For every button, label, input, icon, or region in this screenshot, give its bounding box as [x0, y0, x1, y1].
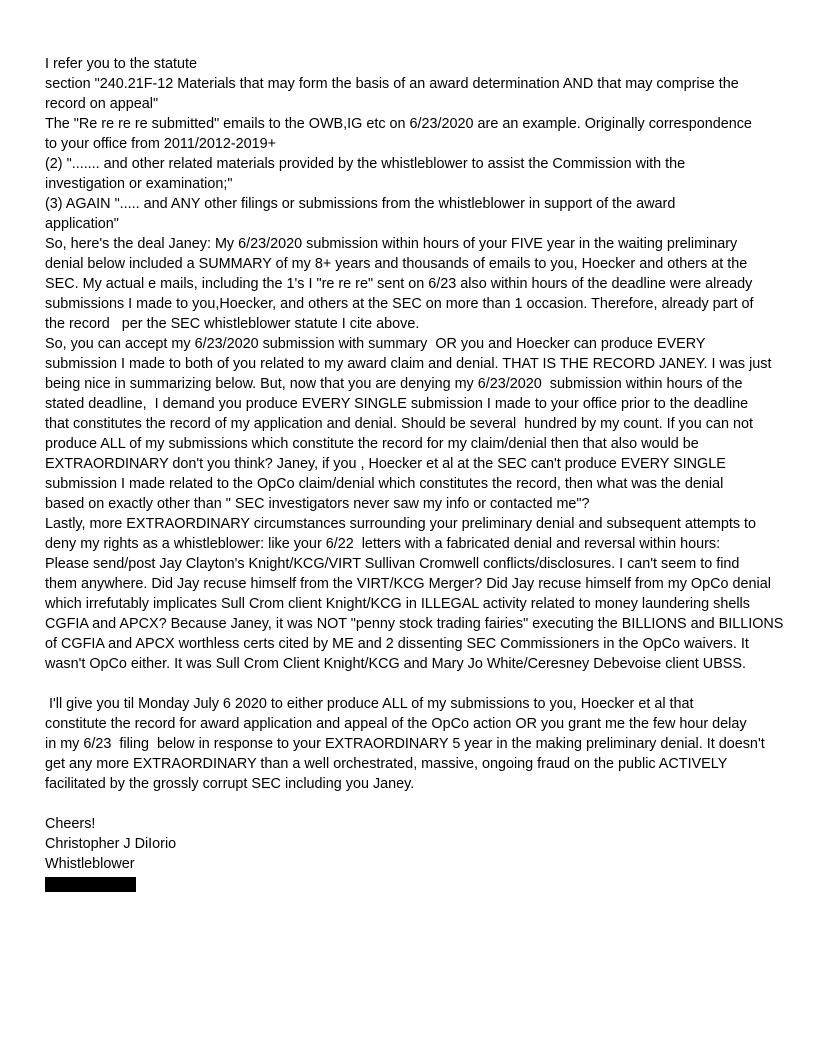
text-line: which irrefutably implicates Sull Crom client Knight/KCG in ILLEGAL activity related to money laundering shells: [45, 596, 750, 612]
signature-name: Christopher J DiIorio: [45, 836, 177, 852]
text-line: them anywhere. Did Jay recuse himself from the VIRT/KCG Merger? Did Jay recuse himself from my OpCo denial: [45, 576, 771, 592]
text-line: produce ALL of my submissions which constitute the record for my claim/denial then that also would be: [45, 436, 699, 452]
text-line: denial below included a SUMMARY of my 8+ years and thousands of emails to you, Hoecker and others at the: [45, 256, 748, 272]
text-line: So, here's the deal Janey: My 6/23/2020 submission within hours of your FIVE year in the waiting preliminary: [45, 236, 738, 252]
text-line: get any more EXTRAORDINARY than a well orchestrated, massive, ongoing fraud on the public ACTIVELY: [45, 756, 728, 772]
text-line: Please send/post Jay Clayton's Knight/KCG/VIRT Sullivan Cromwell conflicts/disclosures. I can't seem to find: [45, 556, 740, 572]
text-line: submission I made to both of you related to my award claim and denial. THAT IS THE RECORD JANEY. I was just: [45, 356, 772, 372]
email-body: [45, 54, 785, 892]
text-line: EXTRAORDINARY don't you think? Janey, if you , Hoecker et al at the SEC can't produce EVERY SINGLE: [45, 456, 726, 472]
text-line: SEC. My actual e mails, including the 1's I "re re re" sent on 6/23 also within hours of the deadline were already: [45, 276, 753, 292]
text-line: based on exactly other than " SEC investigators never saw my info or contacted me"?: [45, 496, 590, 512]
redaction-bar: [45, 877, 136, 892]
text-line: stated deadline, I demand you produce EVERY SINGLE submission I made to your office prior to the deadline: [45, 396, 749, 412]
text-line: to your office from 2011/2012-2019+: [45, 136, 277, 152]
text-line: facilitated by the grossly corrupt SEC including you Janey.: [45, 776, 415, 792]
text-line: wasn't OpCo either. It was Sull Crom Client Knight/KCG and Mary Jo White/Ceresney Debevoise client UBSS.: [45, 656, 746, 672]
text-line: So, you can accept my 6/23/2020 submission with summary OR you and Hoecker can produce EVERY: [45, 336, 706, 352]
signoff: Cheers!: [45, 816, 96, 832]
text-line: (2) "....... and other related materials provided by the whistleblower to assist the Commission with the: [45, 156, 686, 172]
text-line: submission I made related to the OpCo claim/denial which constitutes the record, then what was the denial: [45, 476, 724, 492]
text-line: constitute the record for award application and appeal of the OpCo action OR you grant me the few hour delay: [45, 716, 747, 732]
paragraph-spacer: [45, 674, 785, 694]
text-line: (3) AGAIN "..... and ANY other filings or submissions from the whistleblower in support of the award: [45, 196, 676, 212]
text-line: I refer you to the statute: [45, 56, 197, 72]
text-line: submissions I made to you,Hoecker, and others at the SEC on more than 1 occasion. Therefore, already part of: [45, 296, 754, 312]
text-line: that constitutes the record of my application and denial. Should be several hundred by my count. If you can not: [45, 416, 753, 432]
text-line: CGFIA and APCX? Because Janey, it was NOT "penny stock trading fairies" executing the BILLIONS and BILLIONS: [45, 616, 784, 632]
text-line: the record per the SEC whistleblower statute I cite above.: [45, 316, 420, 332]
text-line: of CGFIA and APCX worthless certs cited by ME and 2 dissenting SEC Commissioners in the OpCo waivers. It: [45, 636, 749, 652]
text-line: Lastly, more EXTRAORDINARY circumstances surrounding your preliminary denial and subsequent attempts to: [45, 516, 757, 532]
text-line: record on appeal": [45, 96, 159, 112]
text-line: deny my rights as a whistleblower: like your 6/22 letters with a fabricated denial and reversal within hours:: [45, 536, 721, 552]
text-line: in my 6/23 filing below in response to your EXTRAORDINARY 5 year in the making preliminary denial. It doesn't: [45, 736, 765, 752]
text-line: I'll give you til Monday July 6 2020 to either produce ALL of my submissions to you, Hoecker et al that: [45, 696, 694, 712]
text-line: The "Re re re re submitted" emails to the OWB,IG etc on 6/23/2020 are an example. Originally correspondence: [45, 116, 752, 132]
text-line: investigation or examination;": [45, 176, 233, 192]
text-line: section "240.21F-12 Materials that may form the basis of an award determination AND that may comprise the: [45, 76, 739, 92]
text-line: being nice in summarizing below. But, now that you are denying my 6/23/2020 submission within hours of the: [45, 376, 743, 392]
signature-title: Whistleblower: [45, 856, 135, 872]
text-line: application": [45, 216, 119, 232]
paragraph-spacer: [45, 794, 785, 814]
